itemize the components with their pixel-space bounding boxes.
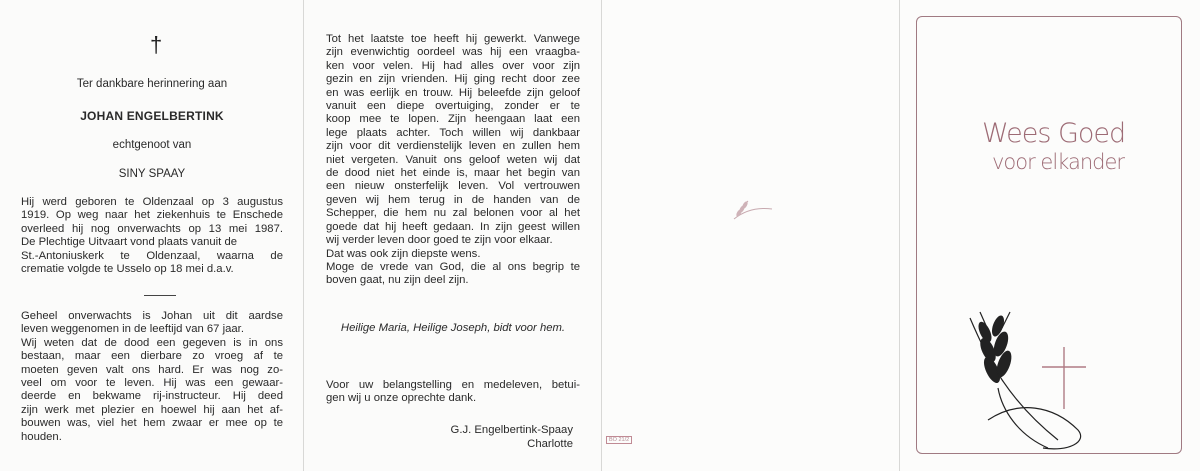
text-line: lege plaats achter. Toch willen wij dankbaar (326, 126, 580, 139)
printer-code-label: BO 21/2 (606, 436, 632, 444)
relation-text: echtgenoot van (112, 139, 192, 151)
spouse-name: SINY SPAAY (118, 168, 186, 180)
cross-icon (1042, 347, 1086, 409)
text-line: de dood niet het einde is, maar het begin van (326, 167, 580, 180)
text-line: geven wij hem terug in de handen van de (326, 193, 580, 206)
text-line: leven weggenomen in de leeftijd van 67 jaar. (21, 323, 244, 336)
text-line: overleed hij nog onverwachts op 13 mei 1987. (21, 222, 283, 235)
text-line: bouwen was, viel het hem zwaar er mee op te (21, 417, 283, 430)
text-line: goede dat hij heeft gedaan. In zijn geest willen (326, 220, 580, 233)
divider (144, 295, 176, 296)
text-line: een nieuw onsterfelijk leven. Vol vertrouwen (326, 180, 580, 193)
text-line: bestaan, maar een dierbare zo vroeg af te (21, 350, 283, 363)
text-line: veel om voor te leven. Hij was een gewaar- (21, 377, 283, 390)
text-line: gezin en zijn vrienden. Hij ging recht door zee (326, 73, 580, 86)
text-line: Schepper, die hem nu zal belonen voor al het (326, 207, 580, 220)
bio-paragraph (21, 196, 283, 276)
text-line: houden. (21, 430, 62, 443)
printer-code (606, 436, 634, 444)
text-line: Dat was ook zijn diepste wens. (326, 247, 481, 260)
text-line: Moge de vrede van God, die al ons begrip te (326, 260, 580, 273)
card-panel-front (900, 0, 1200, 471)
text-line: crematie volgde te Usselo op 18 mei d.a.v. (21, 263, 234, 276)
text-line: zijn evenwichtig oordeel was hij een vraagba- (326, 46, 580, 59)
card-panel-center (304, 0, 602, 471)
text-line: 1919. Op weg naar het ziekenhuis te Enschede (21, 209, 283, 222)
memorial-text-part1 (21, 310, 283, 444)
text-line: De Plechtige Uitvaart vond plaats vanuit de (21, 236, 238, 249)
text-line: Geheel onverwachts is Johan uit dit aardse (21, 310, 283, 322)
wheat-ear-illustration (958, 310, 1118, 460)
text-line: vanuit een diepe overtuiging, zonder er te (326, 100, 580, 113)
text-line: deerde en bekwame rij-instructeur. Hij deed (21, 390, 283, 403)
text-line: boven gaat, nu zijn deel zijn. (326, 274, 469, 287)
thanks-paragraph (326, 379, 580, 406)
text-line: zijn werk met plezier en hoewel hij aan het af- (21, 403, 283, 416)
text-line: Wij weten dat de dood een gegeven is in ons (21, 336, 283, 349)
deceased-name: JOHAN ENGELBERTINK (80, 109, 224, 123)
signature-line: G.J. Engelbertink-Spaay (450, 424, 573, 436)
memorial-text-part2 (326, 33, 580, 288)
text-line: gen wij u onze oprechte dank. (326, 392, 477, 405)
cross-icon: † (150, 32, 163, 57)
text-line: wij verder leven door goed te zijn voor elkaar. (326, 234, 553, 247)
text-line: niet vergeten. Vanuit ons geloof weten wij dat (326, 153, 580, 166)
text-line: zijn voor dit verdienstelijk leven en zullen hem (326, 140, 580, 153)
signature (451, 424, 573, 451)
text-line: Hij werd geboren te Oldenzaal op 3 augustus (21, 196, 283, 208)
prayer-line: Heilige Maria, Heilige Joseph, bidt voor hem. (340, 322, 566, 334)
card-panel-back (602, 0, 900, 471)
motto-line-2: voor elkander (992, 150, 1125, 174)
text-line: Tot het laatste toe heeft hij gewerkt. Vanwege (326, 33, 580, 45)
text-line: Voor uw belangstelling en medeleven, betui- (326, 379, 580, 391)
text-line: ken voor velen. Hij had alles over voor zijn (326, 59, 580, 72)
signature-line: Charlotte (527, 437, 573, 450)
wheat-sprig-icon (730, 197, 774, 225)
motto-line-1: Wees Goed (982, 118, 1126, 149)
intro-text: Ter dankbare herinnering aan (76, 78, 228, 90)
text-line: moeten geven valt ons hard. Er was nog zo- (21, 363, 283, 376)
text-line: en was eerlijk en trouw. Hij beleefde zijn geloof (326, 86, 580, 99)
text-line: St.-Antoniuskerk te Oldenzaal, waarna de (21, 249, 283, 262)
card-panel-left (0, 0, 304, 471)
text-line: koop mee te lopen. Zijn heengaan laat een (326, 113, 580, 126)
